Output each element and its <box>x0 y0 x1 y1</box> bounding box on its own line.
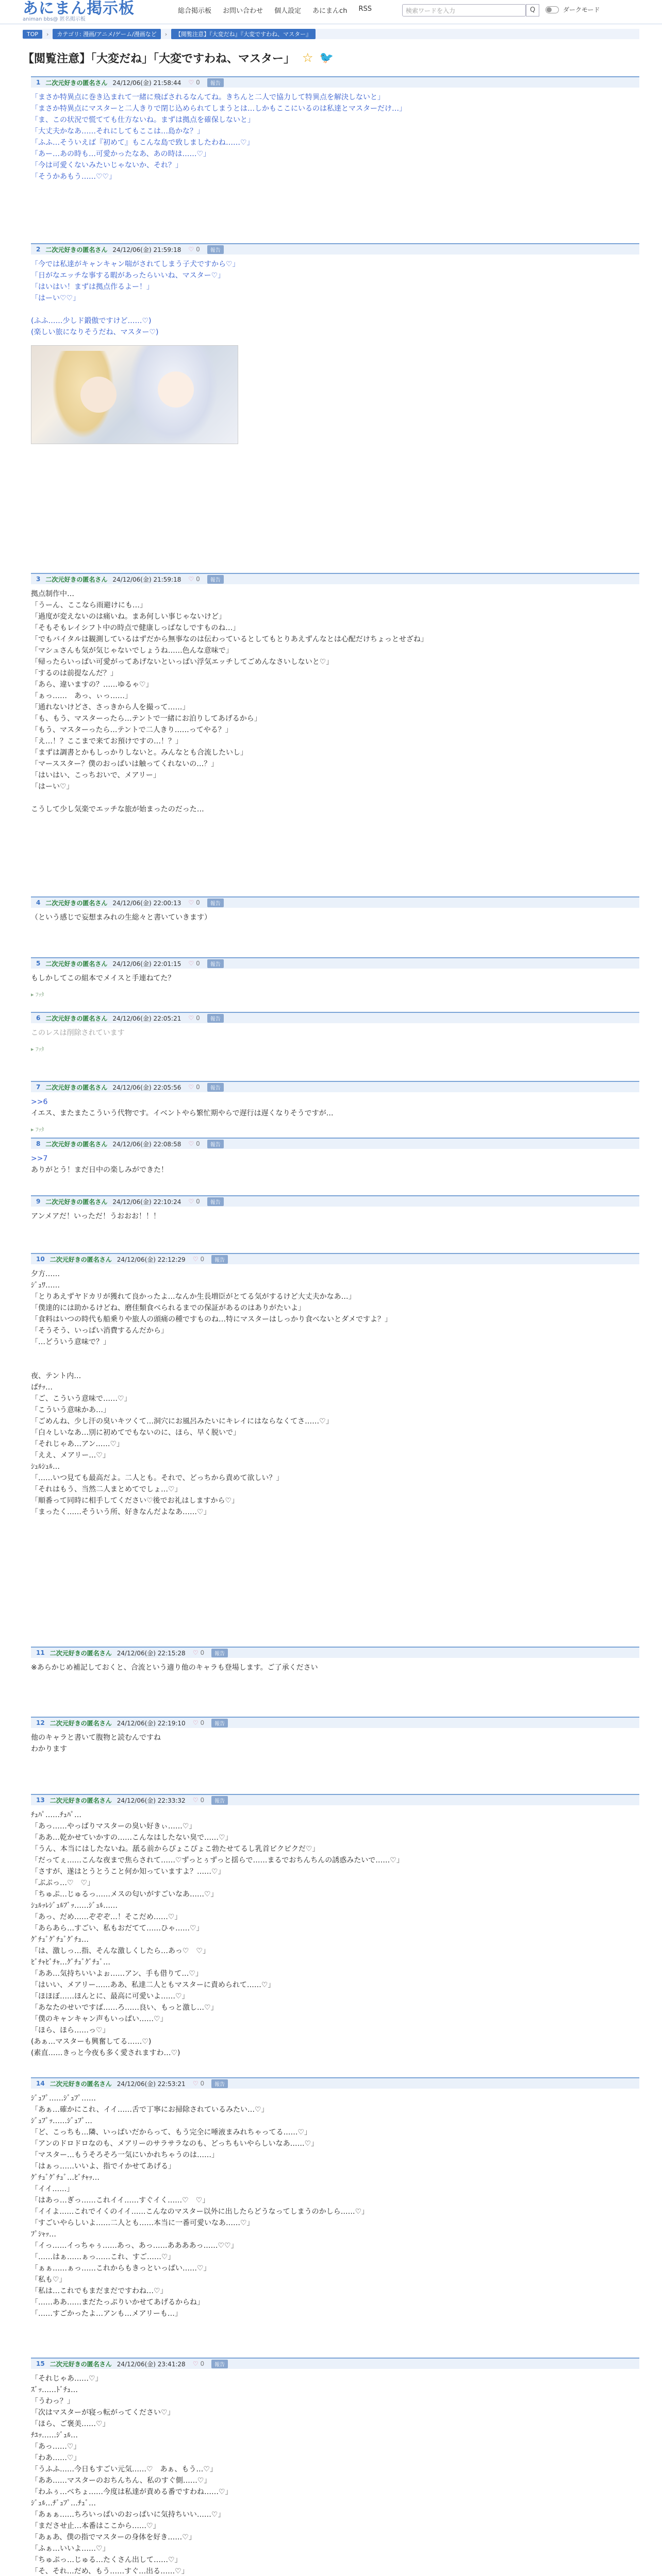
poster-name: 二次元好きの匿名さん <box>45 79 108 87</box>
post-line: 「あら、違いますの？……ゆるゃ♡」 <box>31 681 153 689</box>
post-header <box>31 1012 639 1023</box>
thread-title: 【閲覧注意】「大変だね」「大変ですわね、マスター」 <box>23 52 295 65</box>
post-date: 24/12/06(金) 22:53:21 <box>117 2080 186 2088</box>
image-shape <box>158 371 194 408</box>
post-line: 「ああ……マスターのおちんちん、私のすぐ側……♡」 <box>31 2477 211 2485</box>
post-line: ﾁﾕｯ……ｼﾞｭﾙ… <box>31 2431 78 2439</box>
post <box>31 896 639 923</box>
report-button[interactable]: 報告 <box>211 1796 228 1805</box>
post-line: 「あぁぁ……ちろいっぱいのおっぱいに気持ちいい……♡」 <box>31 2511 225 2519</box>
post-line: 「帰ったらいっぱい可愛がってあげないといっぱい浮気エッチしてごめんなさいしないと♡」 <box>31 658 334 666</box>
report-button[interactable]: 報告 <box>207 1197 224 1206</box>
like-heart-icon[interactable]: ♡ <box>188 1083 194 1091</box>
post-line: このレスは削除されています <box>31 1029 125 1037</box>
post-body <box>31 1027 639 1039</box>
post-line: 「私は…これでもまだまだですわね…♡」 <box>31 2287 168 2295</box>
poster-name: 二次元好きの匿名さん <box>45 246 108 253</box>
poster-name: 二次元好きの匿名さん <box>49 1719 112 1727</box>
post-line: 「もう、マスターったら…テントで二人きり……ってやる？」 <box>31 726 233 734</box>
post-header <box>31 1138 639 1149</box>
post-header <box>31 1647 639 1658</box>
like-count: 0 <box>196 1198 200 1205</box>
post-line: ありがとう！まだ日中の楽しみができた！ <box>31 1166 168 1174</box>
post-line: 「でもバイタルは観測しているはずだから無事なのは伝わっているとしてもとりあえずんなとは心配だけちょっとせざね」 <box>31 635 428 643</box>
post-line: 「それじゃあ…アン……♡」 <box>31 1440 124 1448</box>
poster-name: 二次元好きの匿名さん <box>49 2080 112 2088</box>
post-line: わかります <box>31 1745 67 1753</box>
post-line: 「それはもう、当然二人まとめてでしょ…♡」 <box>31 1485 182 1494</box>
like-heart-icon[interactable]: ♡ <box>188 1140 194 1147</box>
breadcrumb-separator: › <box>164 30 168 38</box>
dark-mode-label: ダークモード <box>563 6 600 13</box>
breadcrumb-top[interactable]: TOP <box>23 30 42 39</box>
like-count: 0 <box>200 1797 205 1804</box>
post-header <box>31 1253 639 1264</box>
post-line: 「ほら、ご褒美……♡」 <box>31 2420 110 2428</box>
post <box>31 76 639 182</box>
post-line: 「うふふ……今日もすごい元気……♡ あぁ、もう…♡」 <box>31 2465 217 2473</box>
post-line <box>31 1359 639 1370</box>
post-line: ｼﾞｭﾜ…… <box>31 1281 60 1290</box>
post-line: 「……はぁ……ぁっ……これ、すご……♡」 <box>31 2253 175 2261</box>
post-line: もしかしてこの組本でメイスと手連ねてた？ <box>31 974 175 982</box>
post-line: 拠点制作中… <box>31 590 74 598</box>
post-number[interactable]: 12 <box>36 1719 45 1726</box>
post-line: 「次はマスターが寝っ転がってください♡」 <box>31 2409 175 2417</box>
post-header <box>31 1195 639 1207</box>
nav-item-settings[interactable]: 個人設定 <box>274 7 302 15</box>
post-body <box>31 1809 639 2059</box>
like-count: 0 <box>196 1014 200 1022</box>
like-count: 0 <box>200 1719 205 1726</box>
like-heart-icon[interactable]: ♡ <box>192 2360 198 2367</box>
post-line: 「ぶぷっ…♡ ♡」 <box>31 1879 95 1887</box>
nav-item-bbs[interactable]: 総合掲示板 <box>178 7 212 15</box>
post-line: イエス、またまたこういう代物です。イベントやら繁忙期やらで遅行は遅くなりそうですが… <box>31 1109 334 1117</box>
like-count: 0 <box>196 1083 200 1091</box>
post-line: 「アンのドロドロなのも、メアリーのサラサラなのも、どっちもいやらしいなあ……♡」 <box>31 2140 319 2148</box>
like-heart-icon[interactable]: ♡ <box>192 1797 198 1804</box>
site-tagline: animan bbs@ 匿名掲示板 <box>23 16 86 22</box>
nav-item-contact[interactable]: お問い合わせ <box>223 7 263 15</box>
post <box>31 2077 639 2319</box>
post-date: 24/12/06(金) 22:08:58 <box>112 1140 181 1148</box>
post-line: 「日がなエッチな事する暇があったらいいね、マスター♡」 <box>31 272 225 280</box>
post-line: 「あっ……やっぱりマスターの臭い好きぃ……♡」 <box>31 1822 196 1831</box>
nav-item-rss[interactable]: RSS <box>358 5 372 13</box>
post-line: 「ええ、メアリー…♡」 <box>31 1451 110 1460</box>
post-number[interactable]: 4 <box>36 899 41 906</box>
post-line: 「私も♡」 <box>31 2276 67 2284</box>
poster-name: 二次元好きの匿名さん <box>45 1083 108 1091</box>
post-line: (ふふ……少しド鍛傲ですけど……♡) <box>31 317 152 325</box>
post <box>31 1081 639 1133</box>
post-line: 「はぁっ……いいよ、指でイかせてあげる」 <box>31 2162 175 2171</box>
post-number[interactable]: 13 <box>36 1797 45 1804</box>
post-line: 「僕達的には助かるけどね、磨佳類食べられるまでの保証があるのはありがたいよ」 <box>31 1304 305 1312</box>
post-image[interactable] <box>31 345 238 444</box>
post-number[interactable]: 3 <box>36 575 41 583</box>
post-body <box>31 92 639 182</box>
post-line: 「とりあえずヤドカリが獲れて良かったよ…なんか生長増臣がとてる気がするけど大丈夫かなあ…」 <box>31 1293 356 1301</box>
post-line: 「は、激しっ…指、そんな激しくしたら…あっ♡ ♡」 <box>31 1947 210 1955</box>
post-line: 「今は可愛くないみたいじゃないか、それ？」 <box>31 161 183 170</box>
fold-toggle[interactable]: ▸ ﾌｯﾀ <box>31 1046 44 1053</box>
like-count: 0 <box>196 960 200 967</box>
post-line: 「わあ……♡」 <box>31 2454 81 2462</box>
post-header <box>31 2358 639 2369</box>
post-line: 「イっ……イっちゃぅ……あっ、あっ……ああああっ……♡♡」 <box>31 2242 238 2250</box>
post-line: アンメアだ！いっただ！うおおお！！！ <box>31 1212 161 1221</box>
post-number[interactable]: 10 <box>36 1256 45 1263</box>
post-header <box>31 573 639 584</box>
site-header <box>0 0 662 24</box>
like-count: 0 <box>196 575 200 583</box>
poster-name: 二次元好きの匿名さん <box>45 960 108 968</box>
post-line: 「……すごかったよ…アンも…メアリーも…」 <box>31 2310 182 2318</box>
post-line: 「ああ…乾かせていかすの……こんなはしたない臭で……♡」 <box>31 1834 233 1842</box>
search-icon[interactable]: Q <box>526 4 539 16</box>
dark-mode-toggle[interactable] <box>545 6 559 13</box>
post-body <box>31 1662 639 1673</box>
report-button[interactable]: 報告 <box>211 1649 228 1657</box>
post-line: (あぁ…マスターも興奮してる……♡) <box>31 2038 152 2046</box>
post-line: 「あなたのせいですぱ……ろ……良い、もっと激し…♡」 <box>31 2004 218 2012</box>
report-button[interactable]: 報告 <box>207 1083 224 1092</box>
report-button[interactable]: 報告 <box>211 1255 228 1264</box>
post-line-spacer <box>31 304 639 315</box>
like-count: 0 <box>200 2360 205 2367</box>
like-heart-icon[interactable]: ♡ <box>192 1719 198 1726</box>
post-line: 「…どういう意味で？」 <box>31 1338 110 1346</box>
post-number[interactable]: 7 <box>36 1083 41 1091</box>
post-line: 「うーん、ここなら雨避けにも…」 <box>31 601 147 609</box>
post-line: ｼﾞｭﾌﾟｯ……ｼﾞｭﾌﾟ… <box>31 2117 92 2125</box>
post-date: 24/12/06(金) 22:19:10 <box>117 1719 186 1727</box>
like-count: 0 <box>196 1140 200 1147</box>
post-line: ｸﾞﾁｭﾞｸﾞﾁｭﾞ…ﾋﾞﾁｬｯ… <box>31 2174 100 2182</box>
post-line: 「通れないけどさ、さっきから人を撮って……」 <box>31 703 190 711</box>
post-date: 24/12/06(金) 22:15:28 <box>117 1649 186 1657</box>
post-line: 他のキャラと書いて腹物と読むんですね <box>31 1734 161 1742</box>
like-heart-icon[interactable]: ♡ <box>188 1014 194 1022</box>
post-line: 「ど、こっちも…隣、いっぱいだからって、もう完全に唾液まみれちゃってる……♡」 <box>31 2128 311 2137</box>
post-line: 「さすが、遂はとうとうこと何か知っていますよ？……♡」 <box>31 1868 225 1876</box>
post-line: 「まったく……そういう所、好きなんだよなあ……♡」 <box>31 1508 211 1516</box>
post-line: 「マシュさんも気が気じゃないでしょうね……色んな意味で」 <box>31 647 233 655</box>
post <box>31 1794 639 2059</box>
poster-name: 二次元好きの匿名さん <box>45 1014 108 1022</box>
like-heart-icon[interactable]: ♡ <box>188 79 194 86</box>
post-line: 「そもそもレイシフト中の時点で健康しっぱなしですものね…」 <box>31 624 240 632</box>
like-count: 0 <box>196 79 200 86</box>
like-heart-icon[interactable]: ♡ <box>188 575 194 583</box>
post-line: 「マスター…もうそろそろ一気にいかれちゃうのは……」 <box>31 2151 219 2159</box>
post-number[interactable]: 8 <box>36 1140 41 1147</box>
post-line: 「うわっ？」 <box>31 2397 74 2405</box>
post-line: 「過度が変えないのは痛いね。まあ何しい事じゃないけど」 <box>31 613 226 621</box>
post-line: 「ふふ…そういえば『初めて』もこんな島で致しましたわね……♡」 <box>31 139 254 147</box>
post-line <box>31 1348 639 1359</box>
post-line: 「わふぅ…べちょ……今度は私達が責める番ですわね……♡」 <box>31 2488 233 2496</box>
post-date: 24/12/06(金) 22:33:32 <box>117 1797 186 1804</box>
post-line: 「はいはい、こっちおいで、メアリー」 <box>31 771 160 779</box>
site-logo[interactable] <box>23 1 135 23</box>
image-shape <box>80 377 117 413</box>
post-line: 「まださせ止…本番はここから……♡」 <box>31 2522 160 2530</box>
post-line: 「ああ…気持ちいいよぉ……アン、手も借りて…♡」 <box>31 1970 203 1978</box>
post-header <box>31 1794 639 1805</box>
post-header <box>31 2077 639 2089</box>
nav-item-animanch[interactable]: あにまんch <box>312 7 347 15</box>
post-line: 「そうそう、いっぱい消費するんだから」 <box>31 1327 168 1335</box>
post-line: 「イイよ……これでイくのイイ……こんなのマスター以外に出したらどうなってしまうのかしら……♡」 <box>31 2208 369 2216</box>
post-line: 「そ、それ…だめ、もう……すぐ…出る……♡」 <box>31 2567 189 2575</box>
like-count: 0 <box>200 2080 205 2087</box>
post-line: 「うん、本当にはしたないね。舐る前からぴょこぴょこ勃たせてるし乳首ピクピクだ♡」 <box>31 1845 320 1853</box>
favorite-star-icon[interactable]: ☆ <box>302 50 313 65</box>
post-line: 「ぁぁ……ぁっ……これからもきっといっぱい……♡」 <box>31 2264 211 2273</box>
twitter-share-icon[interactable]: 🐦 <box>319 51 334 64</box>
post-line: 「ぁっ…… あっ、ぃっ……」 <box>31 692 132 700</box>
post-date: 24/12/06(金) 22:05:56 <box>112 1083 181 1091</box>
post-line: 「ちゅぷっ…じゅる…たくさん出して……♡」 <box>31 2556 182 2564</box>
post-number[interactable]: 14 <box>36 2080 45 2087</box>
post-line: ※あらかじめ補記しておくと、合流という適り他のキャラも登場します。ご了承ください <box>31 1664 318 1672</box>
post-line: 夕方…… <box>31 1270 60 1278</box>
post-line: 「はいはい！まずは拠点作るよー！」 <box>31 283 154 291</box>
post-line: 「ご、こういう意味で……♡」 <box>31 1395 131 1403</box>
like-count: 0 <box>196 899 200 906</box>
post-line: 「僕のキャンキャン声もいっぱい……♡」 <box>31 2015 168 2023</box>
like-heart-icon[interactable]: ♡ <box>188 246 194 253</box>
post-line: 「ごめんね、少し汗の臭いキツくて…洞穴にお風呂みたいにキレイにはならなくてさ……♡」 <box>31 1417 333 1426</box>
poster-name: 二次元好きの匿名さん <box>45 575 108 583</box>
report-button[interactable]: 報告 <box>211 1719 228 1727</box>
post-number[interactable]: 9 <box>36 1198 41 1205</box>
report-button[interactable]: 報告 <box>207 78 224 87</box>
poster-name: 二次元好きの匿名さん <box>45 1198 108 1206</box>
post-line: ｼｭﾙｯﾚｼﾞｭﾙﾌﾞｯ……ｼﾞｭﾙ…… <box>31 1902 118 1910</box>
report-button[interactable]: 報告 <box>207 1014 224 1023</box>
post-line: 夜、テント内… <box>31 1372 81 1380</box>
report-button[interactable]: 報告 <box>207 899 224 907</box>
post-body <box>31 1732 639 1755</box>
post-date: 24/12/06(金) 21:58:44 <box>112 79 181 87</box>
post-line: 「まさか特異点に巻き込まれて一緒に飛ばされるなんてね。きちんと二人で協力して特異点を解決しないと」 <box>31 93 385 101</box>
post-body <box>31 1211 639 1222</box>
post-line: 「順番って同時に相手してください♡後でお礼はしますから♡」 <box>31 1497 239 1505</box>
post-body <box>31 588 639 815</box>
post-body <box>31 973 639 984</box>
like-count: 0 <box>200 1649 205 1656</box>
post-line: 「ほほぼ……ほんとに、最高に可愛いよ……♡」 <box>31 1992 189 2001</box>
post-date: 24/12/06(金) 21:59:18 <box>112 575 181 583</box>
reply-link[interactable]: >>7 <box>31 1155 48 1163</box>
like-heart-icon[interactable]: ♡ <box>188 960 194 967</box>
post-line: 「ま、この状況で慌てても仕方ないね。まずは拠点を確保しないと」 <box>31 116 255 124</box>
post-date: 24/12/06(金) 22:00:13 <box>112 899 181 907</box>
poster-name: 二次元好きの匿名さん <box>45 1140 108 1148</box>
post-body <box>31 1096 639 1119</box>
poster-name: 二次元好きの匿名さん <box>49 1256 112 1263</box>
post-line: 「も、もう、マスターったら…テントで一緒にお泊りしてあげるから」 <box>31 715 261 723</box>
post <box>31 1138 639 1176</box>
like-heart-icon[interactable]: ♡ <box>188 899 194 906</box>
post-line: 「はあっ…ぎっ……これイイ……すぐイく……♡ ♡」 <box>31 2196 210 2205</box>
report-button[interactable]: 報告 <box>211 2079 228 2088</box>
post-line: (素直……きっと今夜も多く愛されますわ…♡) <box>31 2049 180 2057</box>
post-line: こうして少し気楽でエッチな旅が始まったのだった… <box>31 805 204 814</box>
reply-link[interactable]: >>6 <box>31 1098 48 1106</box>
post-line: 「あっ……♡」 <box>31 2443 81 2451</box>
report-button[interactable]: 報告 <box>207 575 224 584</box>
post-line: 「ほら、ほら……っ♡」 <box>31 2026 110 2035</box>
post <box>31 957 639 998</box>
poster-name: 二次元好きの匿名さん <box>49 1797 112 1804</box>
post-line: 「まずは調書とかもしっかりしないと。みんなとも合流したいし」 <box>31 749 247 757</box>
post-line: 「それじゃあ……♡」 <box>31 2375 103 2383</box>
post <box>31 1647 639 1673</box>
post-line: 「え…！？ここまで来てお預けですの…！？」 <box>31 737 183 745</box>
post-line: ぱﾁｯ… <box>31 1383 53 1392</box>
like-heart-icon[interactable]: ♡ <box>192 1649 198 1656</box>
like-count: 0 <box>196 246 200 253</box>
post-date: 24/12/06(金) 22:12:29 <box>117 1256 186 1263</box>
report-button[interactable]: 報告 <box>207 245 224 254</box>
search-input[interactable]: 検索ワードを入力 <box>402 4 526 16</box>
post-line: 「まさか特異点にマスターと二人きりで閉じ込められてしまうとは…しかもここにいるのは私達とマスターだけ…」 <box>31 105 406 113</box>
post-line: 「はーい♡」 <box>31 783 74 791</box>
post-line: 「……ああ……まだたっぷりいかせてあげるからね」 <box>31 2298 204 2307</box>
post-line: 「あらあら…すごい、私もおだてて……ひゃ……♡」 <box>31 1924 204 1933</box>
post <box>31 1012 639 1053</box>
breadcrumb <box>23 29 639 39</box>
post-body <box>31 2093 639 2319</box>
post <box>31 1253 639 1518</box>
post <box>31 1717 639 1755</box>
post-line: 「ふぁ…いいよ……♡」 <box>31 2545 110 2553</box>
post-line: 「あぁ…確かにこれ、イイ……舌で丁寧にお掃除されているみたい…♡」 <box>31 2106 269 2114</box>
post-body <box>31 1153 639 1176</box>
post-line: 「あー…あの時も…可愛かったなあ、あの時は……♡」 <box>31 150 210 158</box>
report-button[interactable]: 報告 <box>211 2360 228 2368</box>
post-header <box>31 76 639 88</box>
like-heart-icon[interactable]: ♡ <box>192 2080 198 2087</box>
post-line: 「はいい、メアリー……ああ、私達二人ともマスターに責められて……♡」 <box>31 1981 275 1989</box>
post <box>31 243 639 444</box>
post-line: ﾌﾟｼｬｯ… <box>31 2230 56 2239</box>
post-number[interactable]: 6 <box>36 1014 41 1022</box>
post-body <box>31 912 639 923</box>
post-body <box>31 1268 639 1518</box>
post-date: 24/12/06(金) 22:05:21 <box>112 1014 181 1022</box>
post-header <box>31 896 639 908</box>
post-line: ｼｭﾙｼｭﾙ… <box>31 1463 60 1471</box>
post <box>31 2358 639 2576</box>
fold-toggle[interactable]: ▸ ﾌｯﾀ <box>31 991 44 998</box>
breadcrumb-separator: › <box>46 30 49 38</box>
report-button[interactable]: 報告 <box>207 1140 224 1148</box>
post-line <box>31 792 639 804</box>
post-date: 24/12/06(金) 22:10:24 <box>112 1198 181 1206</box>
post-line: ｸﾞﾁｭﾞｸﾞﾁｭﾞｸﾞﾁｭ… <box>31 1936 89 1944</box>
post-line: 「大丈夫かなあ……それにしてもここは…島かな？」 <box>31 127 204 135</box>
post-line: 「こういう意味かあ…」 <box>31 1406 110 1414</box>
post-line: 「ちゅぷ…じゅるっ……メスの匂いがすごいなあ……♡」 <box>31 1890 218 1899</box>
post-body <box>31 259 639 444</box>
post-line: 「白々しいなあ…別に初めてでもないのに、ほら、早く脱いで」 <box>31 1429 240 1437</box>
poster-name: 二次元好きの匿名さん <box>49 1649 112 1657</box>
post-number[interactable]: 2 <box>36 246 41 253</box>
post-line: 「イイ……」 <box>31 2185 74 2193</box>
poster-name: 二次元好きの匿名さん <box>49 2360 112 2368</box>
like-heart-icon[interactable]: ♡ <box>192 1256 198 1263</box>
post-number[interactable]: 1 <box>36 79 41 86</box>
post <box>31 1195 639 1222</box>
post-line: 「食料はいつの時代も船乗りや旅人の頭痛の種ですものね…特にマスターはしっかり食べないとダメですよ？」 <box>31 1315 392 1324</box>
post-line: 「あっ、だめ……ぞぞぞ…！そこだめ……♡」 <box>31 1913 182 1921</box>
post-header <box>31 1717 639 1728</box>
report-button[interactable]: 報告 <box>207 959 224 968</box>
post-date: 24/12/06(金) 21:59:18 <box>112 246 181 253</box>
post-line: （という感じで妄想まみれの生総々と書いていきます） <box>31 913 211 922</box>
post-header <box>31 243 639 255</box>
post <box>31 573 639 815</box>
post-body <box>31 2373 639 2576</box>
like-heart-icon[interactable]: ♡ <box>188 1198 194 1205</box>
post-line: 「あぁあ、僕の指でマスターの身体を好き……♡」 <box>31 2533 196 2541</box>
post-number[interactable]: 11 <box>36 1649 45 1656</box>
breadcrumb-thread[interactable]: 【閲覧注意】『大変だね』『大変ですわね、マスター』 <box>171 29 316 39</box>
post-number[interactable]: 5 <box>36 960 41 967</box>
post-number[interactable]: 15 <box>36 2360 45 2367</box>
post-line: 「マーススター？僕のおっぱいは触ってくれないの…？」 <box>31 760 219 768</box>
post-header <box>31 957 639 969</box>
post-line: ｽﾞｯ……ﾄﾞﾁｭ… <box>31 2386 78 2394</box>
fold-toggle[interactable]: ▸ ﾌｯﾀ <box>31 1126 44 1133</box>
post-line: 「するのは前提なんだ？」 <box>31 669 118 677</box>
post-line: 「だってぇ……こんな夜まで焦らされて……♡ずっとぅずっと揺らで……まるでおちんちんの誘惑みたいで……♡」 <box>31 1856 404 1865</box>
post-date: 24/12/06(金) 22:01:15 <box>112 960 181 968</box>
post-header <box>31 1081 639 1092</box>
post-line: ｼﾞｭﾌﾟ……ｼﾞｭﾌﾟ…… <box>31 2094 96 2103</box>
post-line: ﾁｭﾊﾟ……ﾁｭﾊﾟ… <box>31 1811 81 1819</box>
post-line: 「そうかあもう……♡♡」 <box>31 173 117 181</box>
thread-title-bar <box>23 47 639 68</box>
like-count: 0 <box>200 1256 205 1263</box>
post-date: 24/12/06(金) 23:41:28 <box>117 2360 186 2368</box>
site-name: あにまん掲示板 <box>23 0 135 18</box>
main-nav <box>178 5 383 15</box>
post-line: 「今では私達がキャンキャン喘がされてしまう子犬ですから♡」 <box>31 260 240 268</box>
post-line: 「はーい♡♡」 <box>31 294 80 302</box>
post-line: ﾋﾞﾁｬﾋﾞﾁｬ…ｸﾞﾁｭﾞｸﾞﾁｭﾞ… <box>31 1958 110 1967</box>
breadcrumb-category[interactable]: カテゴリ: 漫画/アニメ/ゲーム/漫画など <box>53 29 160 39</box>
post-line: ｼﾞｭﾙ…ﾁﾞｭﾌﾟ…ﾁｭﾞ… <box>31 2499 96 2507</box>
post-line: 「……いつ見ても最高だよ。二人とも。それで、どっちから責めて欲しい？」 <box>31 1474 284 1482</box>
post-line: 「すごいやらしいよ……二人とも……本当に一番可愛いなあ……♡」 <box>31 2219 254 2227</box>
post-line: (楽しい旅になりそうだね、マスター♡) <box>31 328 159 336</box>
poster-name: 二次元好きの匿名さん <box>45 899 108 907</box>
